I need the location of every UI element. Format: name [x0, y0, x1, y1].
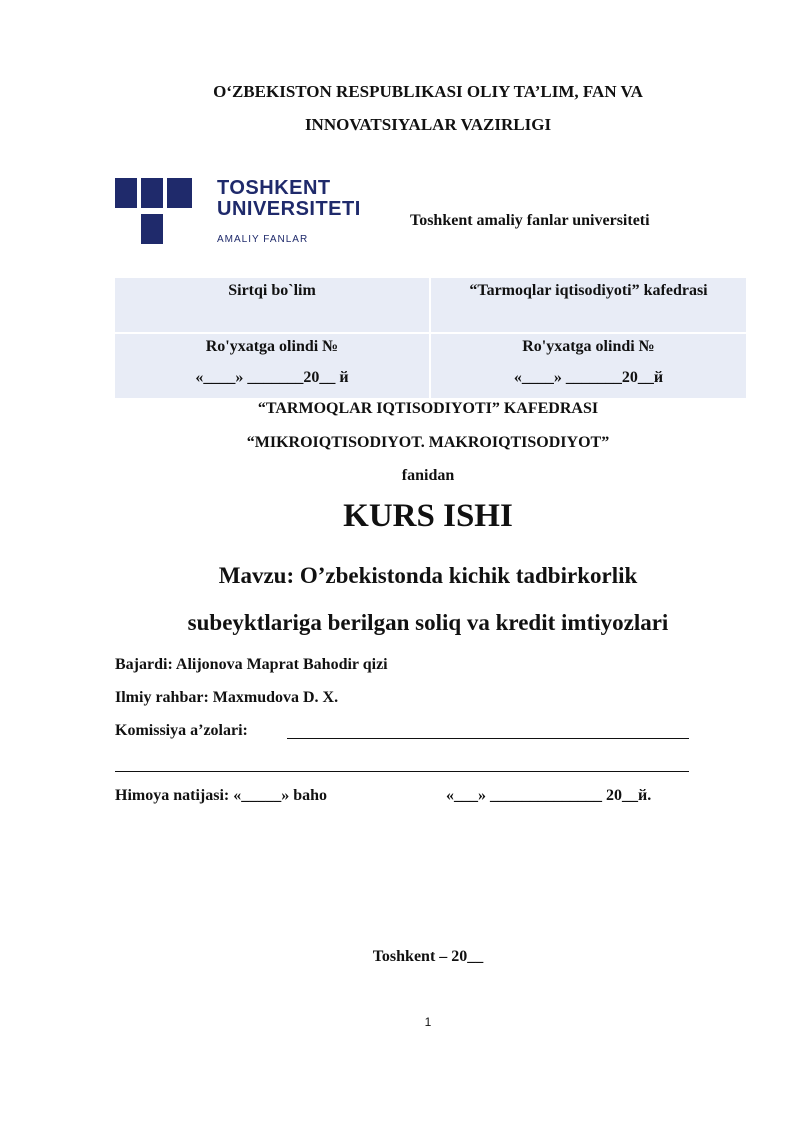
logo-text-amaliy-fanlar: AMALIY FANLAR	[217, 234, 309, 245]
logo-square	[141, 178, 163, 208]
commission-field: Komissiya a’zolari:	[115, 722, 248, 739]
supervisor-field: Ilmiy rahbar: Maxmudova D. X.	[115, 689, 339, 706]
logo-text-toshkent: TOSHKENT	[217, 177, 331, 199]
subject-title: “MIKROIQTISODIYOT. MAKROIQTISODIYOT”	[246, 434, 610, 451]
department-title: “TARMOQLAR IQTISODIYOTI” KAFEDRASI	[257, 400, 599, 417]
ministry-title-line2: INNOVATSIYALAR VAZIRLIGI	[304, 115, 552, 134]
logo-square	[115, 178, 137, 208]
defense-date-field: «___» ______________ 20__й.	[446, 787, 652, 804]
table-cell-kafedra	[431, 278, 746, 332]
logo-square	[167, 178, 192, 208]
document-type-title: KURS ISHI	[343, 498, 513, 534]
registration-label: Ro'yxatga olindi №	[522, 338, 655, 355]
page-number: 1	[424, 1015, 432, 1029]
commission-signature-line-2	[115, 771, 689, 772]
logo-square	[141, 214, 163, 244]
section-label: Sirtqi bo`lim	[228, 282, 316, 299]
table-cell-right-registration	[431, 334, 746, 398]
registration-table	[115, 278, 746, 398]
topic-line2: subeyktlariga berilgan soliq va kredit imtiyozlari	[187, 610, 669, 635]
registration-date: «____» _______20__ й	[195, 369, 349, 386]
author-field: Bajardi: Alijonova Maprat Bahodir qizi	[115, 656, 388, 673]
fanidan-label: fanidan	[401, 467, 455, 484]
university-name: Toshkent amaliy fanlar universiteti	[410, 212, 650, 229]
defense-result-field: Himoya natijasi: «_____» baho	[115, 787, 328, 804]
table-cell-left-registration	[115, 334, 429, 398]
logo-text-universiteti: UNIVERSITETI	[217, 198, 361, 220]
commission-signature-line	[287, 738, 689, 739]
table-cell-department-section	[115, 278, 429, 332]
registration-label: Ro'yxatga olindi №	[205, 338, 339, 355]
registration-date: «____» _______20__й	[513, 369, 664, 386]
topic-line1: Mavzu: O’zbekistonda kichik tadbirkorlik	[218, 563, 638, 588]
ministry-title-line1: O‘ZBEKISTON RESPUBLIKASI OLIY TA’LIM, FAN VA	[213, 82, 643, 101]
university-logo	[115, 177, 361, 250]
kafedra-label: “Tarmoqlar iqtisodiyoti” kafedrasi	[469, 282, 708, 299]
city-year: Toshkent – 20__	[372, 948, 484, 965]
